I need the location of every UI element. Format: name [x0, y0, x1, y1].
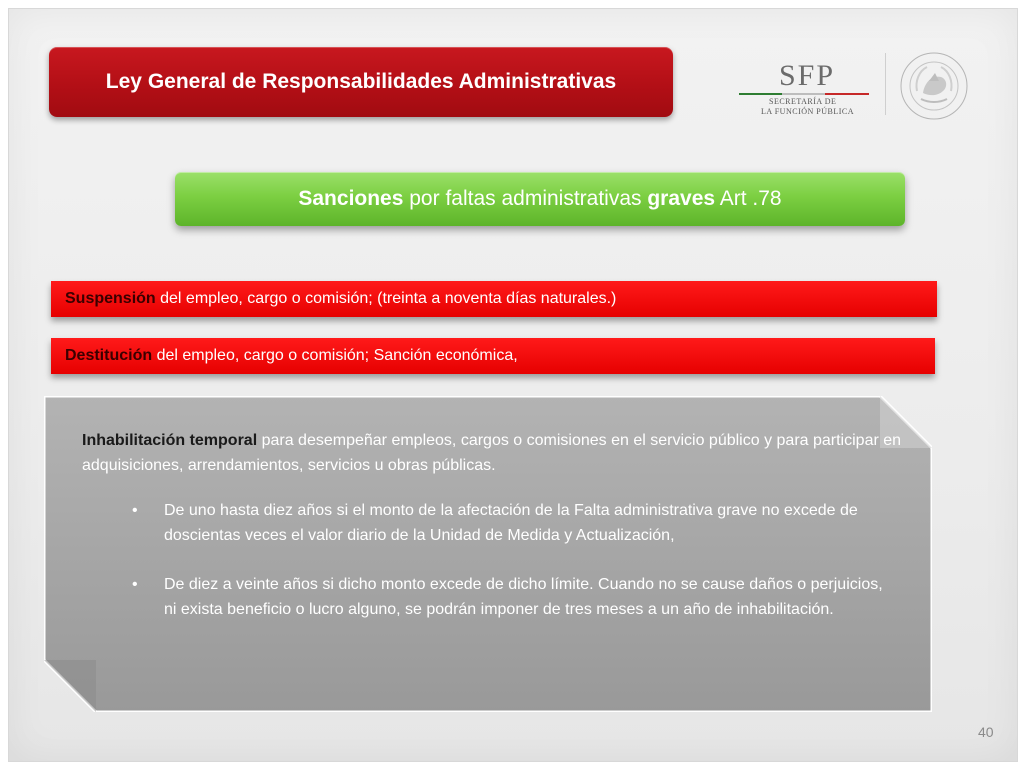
inhabilitation-paragraph — [82, 428, 912, 478]
heading-mid: por faltas administrativas — [403, 187, 648, 210]
logo-divider — [885, 53, 886, 115]
sfp-logo-tricolor-line — [739, 93, 869, 95]
slide-title: Ley General de Responsabilidades Administrativas — [105, 70, 617, 93]
page-number: 40 — [978, 724, 994, 740]
sfp-logo-line1: SECRETARÍA DE — [769, 97, 837, 106]
inhabilitation-content — [82, 428, 912, 646]
sanction-suspension-text: del empleo, cargo o comisión; (treinta a noventa días naturales.) — [155, 290, 617, 307]
sfp-logo — [739, 59, 879, 119]
inhabilitation-lead: Inhabilitación temporal — [82, 432, 258, 449]
sanction-suspension — [51, 281, 937, 317]
heading-bold-graves: graves — [647, 187, 716, 210]
sanction-destitution-text: del empleo, cargo o comisión; Sanción económica, — [152, 347, 518, 364]
bullet-text: De diez a veinte años si dicho monto excede de dicho límite. Cuando no se cause daños o perjuicios, ni exista beneficio o lucro alguno, se podrán imponer de tres meses a un año de inhabilitación. — [164, 576, 883, 618]
bullet-text: De uno hasta diez años si el monto de la afectación de la Falta administrativa grave no excede de doscientas veces el valor diario de la Unidad de Medida y Actualización, — [164, 502, 858, 544]
sanction-suspension-lead: Suspensión — [65, 290, 156, 307]
list-item — [82, 572, 884, 622]
list-item — [82, 498, 884, 548]
national-seal-icon — [899, 51, 969, 121]
sanctions-heading — [175, 172, 905, 226]
sanction-destitution-lead: Destitución — [65, 347, 153, 364]
inhabilitation-text: para desempeñar empleos, cargos o comisiones en el servicio público y para participar en adquisiciones, arrendamientos, servicios u obras públicas. — [82, 432, 902, 474]
inhabilitation-bullets — [82, 498, 912, 622]
sfp-logo-word: SFP — [779, 59, 836, 92]
heading-tail: Art .78 — [715, 187, 782, 210]
sfp-logo-line2: LA FUNCIÓN PÚBLICA — [761, 107, 855, 116]
heading-bold-sanciones: Sanciones — [298, 187, 404, 210]
sanction-destitution — [51, 338, 935, 374]
title-banner — [49, 47, 673, 117]
bullet-dot-icon: • — [132, 576, 138, 593]
bullet-dot-icon: • — [132, 502, 138, 519]
